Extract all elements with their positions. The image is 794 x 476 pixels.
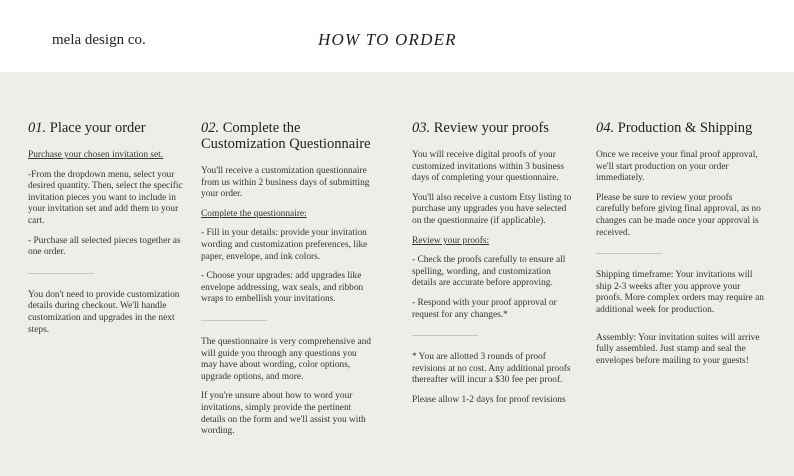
step-3-number: 03. [412, 120, 431, 136]
divider [201, 320, 267, 321]
step-2-text: - Fill in your details: provide your invitation wording and customization preferences, like paper, envelope, and ink colors. [201, 228, 368, 262]
step-3-text: You'll also receive a custom Etsy listing to purchase any upgrades you have selected on the questionnaire (if applicable). [412, 192, 572, 226]
step-4-number: 04. [596, 120, 615, 136]
step-2-title: Complete the Customization Questionnaire [201, 120, 371, 152]
step-2-text: You'll receive a customization questionnaire from us within 2 business days of submitting your order. [201, 166, 370, 200]
step-1-text: -From the dropdown menu, select your desired quantity. Then, select the specific invitation pieces you want to include in your invitation set and add them to your cart. [28, 169, 183, 226]
step-2-subheading: Complete the questionnaire: [201, 208, 307, 219]
page-header [0, 0, 794, 72]
step-4-column [596, 120, 768, 375]
step-3-heading [412, 120, 572, 136]
step-1-note: You don't need to provide customization details during checkout. We'll handle customization and upgrades in the next steps. [28, 289, 180, 335]
step-1-title: Place your order [49, 120, 146, 136]
page-title: HOW TO ORDER [318, 30, 457, 49]
step-2-number: 02. [201, 120, 220, 136]
divider [28, 273, 94, 274]
step-3-footnote: Please allow 1-2 days for proof revisions [412, 394, 566, 405]
step-3-footnote: * You are allotted 3 rounds of proof revisions at no cost. Any additional proofs thereafter will incur a $30 fee per proof. [412, 352, 571, 386]
step-4-heading [596, 120, 768, 136]
step-3-title: Review your proofs [433, 120, 549, 136]
step-1-heading [28, 120, 188, 136]
step-4-text: Shipping timeframe: Your invitations will ship 2-3 weeks after you approve your proofs. More complex orders may require an additional week for production. [596, 270, 764, 315]
step-2-text: - Choose your upgrades: add upgrades like envelope addressing, wax seals, and ribbon wraps to embellish your invitations. [201, 271, 364, 305]
brand-name: mela design co. [52, 32, 146, 48]
step-4-title: Production & Shipping [617, 120, 753, 136]
step-4-text: Assembly: Your invitation suites will arrive fully assembled. Just stamp and seal the envelopes before mailing to your guests! [596, 332, 760, 366]
step-1-subheading: Purchase your chosen invitation set. [28, 150, 164, 160]
step-1-number: 01. [28, 120, 47, 136]
step-3-text: You will receive digital proofs of your customized invitations within 3 business days of completing your questionnaire. [412, 150, 565, 184]
step-3-column [412, 120, 572, 415]
step-3-text: - Respond with your proof approval or request for any changes.* [412, 297, 557, 320]
step-2-note: If you're unsure about how to word your invitations, simply provide the pertinent details on the form and we'll assist you with wording. [201, 391, 366, 437]
step-1-column [28, 120, 188, 344]
step-4-text: Once we receive your final proof approval, we'll start production on your order immediately. [596, 150, 758, 184]
step-1-text: - Purchase all selected pieces together as one order. [28, 235, 181, 258]
step-2-note: The questionnaire is very comprehensive and will guide you through any questions you may have about wording, color options, upgrade options, and more. [201, 336, 371, 382]
step-3-subheading: Review your proofs: [412, 235, 490, 246]
divider [412, 335, 478, 336]
step-2-column [201, 120, 373, 446]
step-4-text: Please be sure to review your proofs carefully before giving final approval, as no changes can be made once your approval is received. [596, 192, 761, 238]
step-2-heading [201, 120, 373, 152]
divider [596, 253, 662, 254]
step-3-text: - Check the proofs carefully to ensure all spelling, wording, and customization details are accurate before approving. [412, 255, 566, 289]
